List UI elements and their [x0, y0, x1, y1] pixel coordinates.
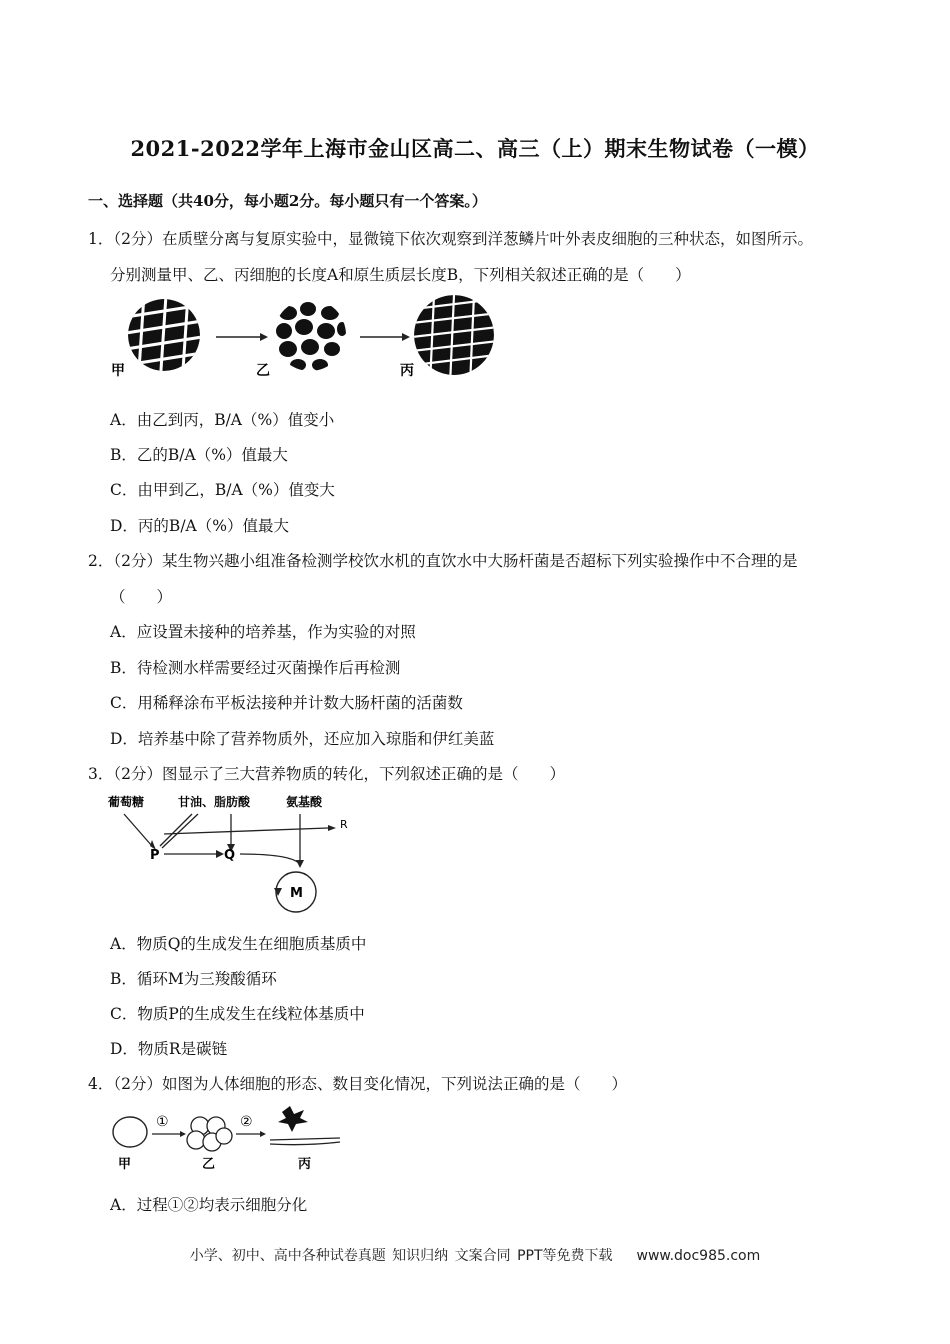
cell-yi-image	[274, 299, 347, 371]
question-1-option-d: D．丙的B/A（%）值最大	[110, 517, 289, 535]
label-jia: 甲	[118, 1157, 132, 1172]
label-jia: 甲	[111, 363, 125, 379]
label-amino-acid: 氨基酸	[286, 795, 323, 809]
label-q: Q	[224, 848, 236, 863]
question-1-option-b: B．乙的B/A（%）值最大	[110, 446, 288, 464]
cell-change-diagram	[106, 1104, 346, 1176]
question-1-option-a: A．由乙到丙，B/A（%）值变小	[110, 411, 335, 429]
question-3-stem: 3．（2分）图显示了三大营养物质的转化，下列叙述正确的是（ ）	[88, 765, 565, 783]
metabolism-diagram	[106, 792, 366, 917]
label-step-1: ①	[156, 1114, 169, 1130]
footer-text: 小学、初中、高中各种试卷真题 知识归纳 文案合同 PPT等免费下载	[189, 1248, 613, 1264]
label-bing: 丙	[298, 1157, 312, 1172]
question-2-option-a: A．应设置未接种的培养基，作为实验的对照	[110, 623, 416, 641]
label-glycerol-fatty-acid: 甘油、脂肪酸	[178, 795, 251, 809]
question-3-option-c: C．物质P的生成发生在线粒体基质中	[110, 1005, 365, 1023]
arrow-icon	[216, 333, 268, 341]
question-1-option-c: C．由甲到乙，B/A（%）值变大	[110, 481, 335, 499]
cell-jia-icon	[113, 1117, 147, 1147]
label-bing: 丙	[400, 363, 414, 379]
question-2-stem: 2．（2分）某生物兴趣小组准备检测学校饮水机的直饮水中大肠杆菌是否超标下列实验操作中不合理的是	[88, 552, 798, 570]
label-m: M	[290, 886, 303, 901]
question-1-stem: 1．（2分）在质壁分离与复原实验中，显微镜下依次观察到洋葱鳞片叶外表皮细胞的三种状态，如图所示。	[88, 230, 813, 248]
question-2-stem-cont: （ ）	[110, 588, 173, 606]
cell-bing-image	[412, 295, 498, 385]
label-glucose: 葡萄糖	[108, 795, 145, 809]
arrow-icon	[360, 333, 410, 341]
footer-url[interactable]: www.doc985.com	[636, 1248, 761, 1264]
page-footer	[0, 1245, 950, 1265]
page-title: 2021-2022学年上海市金山区高二、高三（上）期末生物试卷（一模）	[130, 136, 820, 161]
question-2-option-d: D．培养基中除了营养物质外，还应加入琼脂和伊红美蓝	[110, 730, 495, 748]
cell-jia-image	[126, 295, 202, 385]
question-4-stem: 4．（2分）如图为人体细胞的形态、数目变化情况，下列说法正确的是（ ）	[88, 1075, 627, 1093]
label-yi: 乙	[202, 1157, 216, 1172]
question-3-option-d: D．物质R是碳链	[110, 1040, 228, 1058]
plasmolysis-figure	[108, 295, 508, 385]
label-yi: 乙	[256, 363, 270, 379]
section-heading: 一、选择题（共40分，每小题2分。每小题只有一个答案。）	[88, 192, 487, 210]
cell-bing-icon	[270, 1106, 340, 1145]
question-3-option-a: A．物质Q的生成发生在细胞质基质中	[110, 935, 367, 953]
question-3-option-b: B．循环M为三羧酸循环	[110, 970, 277, 988]
label-p: P	[150, 848, 160, 863]
question-2-option-b: B．待检测水样需要经过灭菌操作后再检测	[110, 659, 401, 677]
question-4-option-a: A．过程①②均表示细胞分化	[110, 1196, 308, 1214]
label-step-2: ②	[240, 1114, 253, 1130]
question-1-stem-cont: 分别测量甲、乙、丙细胞的长度A和原生质层长度B，下列相关叙述正确的是（ ）	[110, 266, 691, 284]
label-r: R	[340, 818, 348, 831]
cell-yi-icon	[187, 1117, 232, 1151]
question-2-option-c: C．用稀释涂布平板法接种并计数大肠杆菌的活菌数	[110, 694, 463, 712]
